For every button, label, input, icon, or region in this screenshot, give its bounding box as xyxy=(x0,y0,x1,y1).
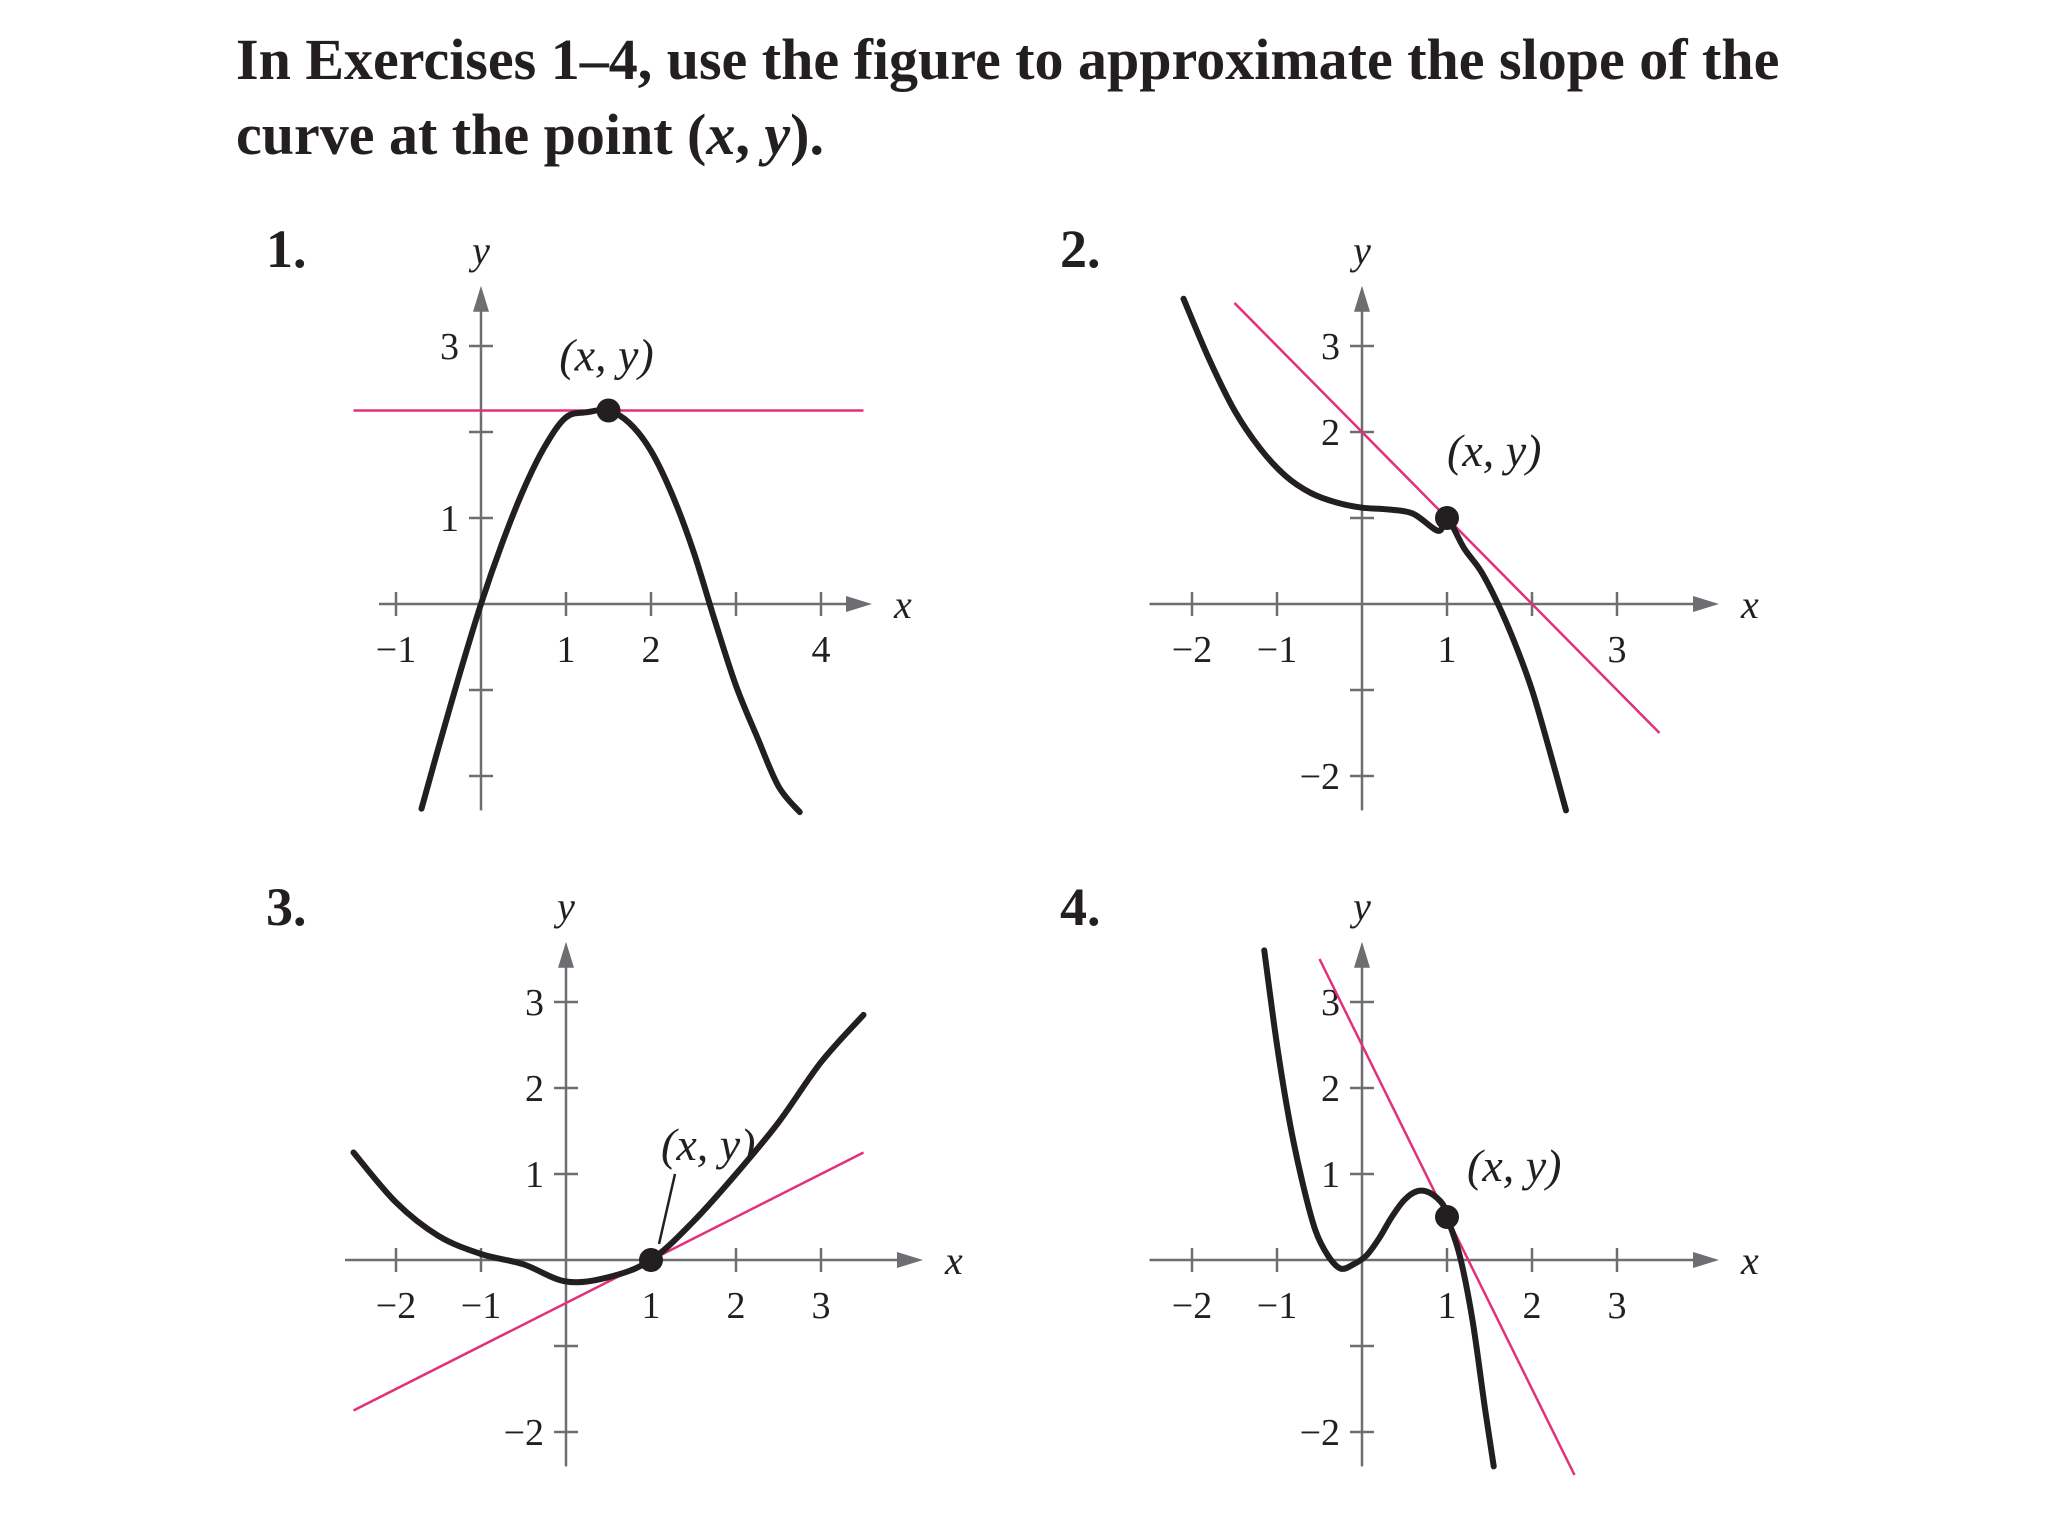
x-tick-label: 2 xyxy=(641,629,661,671)
y-tick-label: 1 xyxy=(440,498,459,540)
y-axis-arrow xyxy=(558,942,574,968)
x-axis-arrow xyxy=(897,1252,923,1268)
y-tick-label: 2 xyxy=(1321,1068,1340,1110)
y-axis-label: y xyxy=(557,883,575,929)
y-tick-label: −2 xyxy=(1299,1412,1340,1454)
x-tick-label: −1 xyxy=(460,1285,502,1327)
y-tick-label: −2 xyxy=(1299,756,1340,798)
x-axis-label: x xyxy=(1741,1238,1759,1283)
x-tick-label: 1 xyxy=(556,629,576,671)
y-tick-label: 2 xyxy=(1321,412,1340,454)
tangent-point xyxy=(1435,1205,1459,1229)
x-tick-label: 1 xyxy=(641,1285,661,1327)
instructions-x-var: x xyxy=(706,102,736,167)
point-label: (x, y) xyxy=(559,329,654,381)
figure-exercise-2 xyxy=(1150,228,1760,811)
instructions-text-start: In Exercises 1–4, use the figure to approximate the slope of the curve at the point ( xyxy=(236,27,1780,167)
x-axis-label: x xyxy=(894,582,912,627)
figure-exercise-1 xyxy=(354,228,913,812)
x-tick-label: 2 xyxy=(726,1285,746,1327)
x-tick-label: −2 xyxy=(375,1285,417,1327)
y-axis-label: y xyxy=(1353,227,1371,273)
tangent-line xyxy=(354,1153,864,1411)
y-axis-arrow xyxy=(473,286,489,312)
x-tick-label: −1 xyxy=(375,629,417,671)
x-tick-label: −1 xyxy=(1256,1285,1298,1327)
x-tick-label: 1 xyxy=(1437,1285,1457,1327)
point-label: (x, y) xyxy=(661,1119,756,1170)
x-tick-label: −2 xyxy=(1171,1285,1213,1327)
y-tick-label: 1 xyxy=(1321,1154,1340,1196)
instructions-text-end: ). xyxy=(790,102,824,167)
y-axis-label: y xyxy=(1353,883,1371,929)
x-axis-arrow xyxy=(1693,596,1719,612)
exercise-number-4: 4. xyxy=(1060,877,1101,937)
exercise-number-2: 2. xyxy=(1060,219,1101,279)
y-tick-label: 2 xyxy=(525,1068,544,1110)
tangent-point xyxy=(639,1248,663,1272)
curve xyxy=(422,410,800,812)
tangent-point xyxy=(597,399,621,423)
point-label-leader xyxy=(659,1174,675,1244)
y-tick-label: 3 xyxy=(1321,326,1340,368)
x-axis-label: x xyxy=(1741,582,1759,627)
curve xyxy=(1264,950,1494,1466)
instructions-y-var: y xyxy=(764,102,791,167)
x-tick-label: 3 xyxy=(1607,629,1627,671)
tangent-point xyxy=(1435,506,1459,530)
curve xyxy=(1184,299,1567,811)
y-axis-arrow xyxy=(1354,942,1370,968)
y-tick-label: 3 xyxy=(440,326,459,368)
y-tick-label: 3 xyxy=(525,982,544,1024)
x-tick-label: −1 xyxy=(1256,629,1298,671)
point-label: (x, y) xyxy=(1467,1140,1562,1191)
curve xyxy=(354,1015,864,1282)
y-tick-label: −2 xyxy=(503,1412,544,1454)
x-tick-label: 4 xyxy=(811,629,831,671)
instructions-comma: , xyxy=(735,102,765,167)
x-axis-arrow xyxy=(1693,1252,1719,1268)
figure-exercise-4 xyxy=(1150,884,1760,1475)
x-tick-label: 3 xyxy=(811,1285,831,1327)
x-tick-label: −2 xyxy=(1171,629,1213,671)
x-tick-label: 3 xyxy=(1607,1285,1627,1327)
y-axis-label: y xyxy=(472,227,490,273)
y-axis-arrow xyxy=(1354,286,1370,312)
x-tick-label: 1 xyxy=(1437,629,1457,671)
x-axis-arrow xyxy=(846,596,872,612)
exercise-number-3: 3. xyxy=(266,877,307,937)
x-tick-label: 2 xyxy=(1522,1285,1542,1327)
x-axis-label: x xyxy=(945,1238,963,1283)
point-label: (x, y) xyxy=(1447,425,1542,476)
y-tick-label: 3 xyxy=(1321,982,1340,1024)
y-tick-label: 1 xyxy=(525,1154,544,1196)
figure-exercise-3 xyxy=(345,884,963,1467)
exercise-number-1: 1. xyxy=(266,219,307,279)
